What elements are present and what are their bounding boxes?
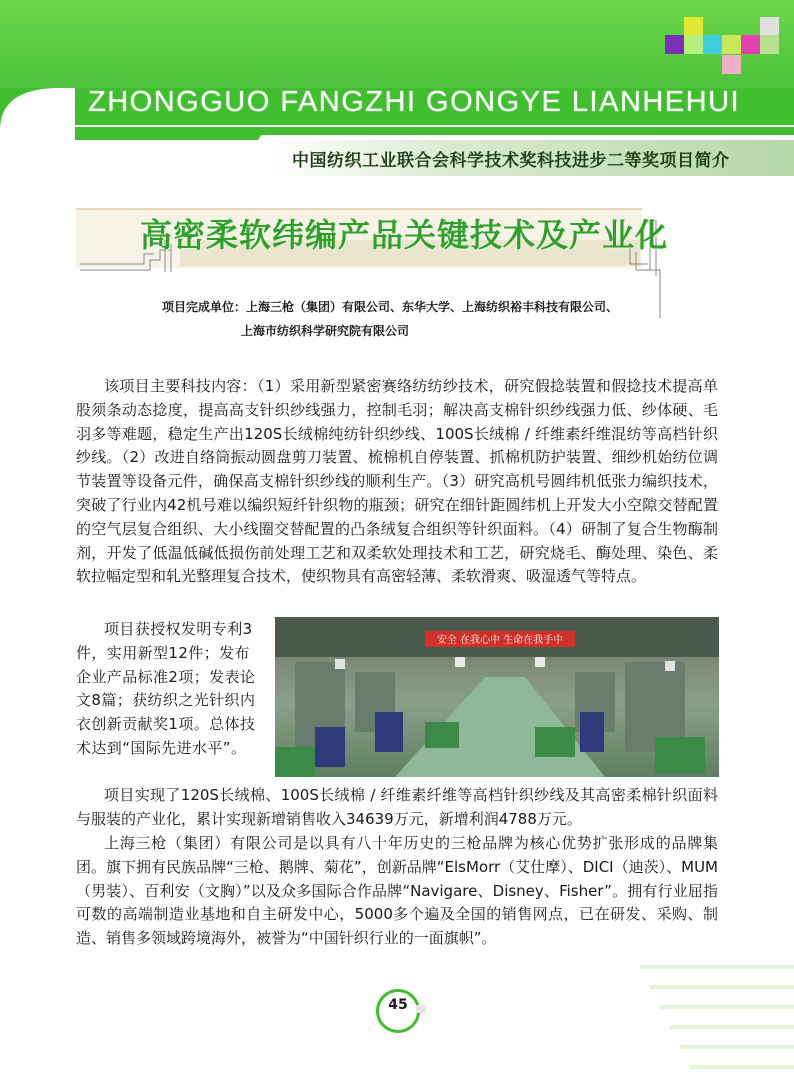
deco-stripe — [660, 1005, 794, 1009]
deco-square — [722, 35, 741, 54]
deco-rect — [416, 1005, 426, 1013]
deco-stripe — [640, 965, 794, 969]
units-line-2: 上海市纺织科学研究院有限公司 — [241, 324, 410, 338]
deco-stripe — [670, 1025, 794, 1029]
deco-square — [684, 17, 703, 36]
deco-square — [722, 55, 741, 74]
article-title: 高密柔软纬编产品关键技术及产业化 — [140, 216, 669, 254]
band-divider — [75, 125, 794, 127]
paragraph-company: 上海三枪（集团）有限公司是以具有八十年历史的三枪品牌为核心优势扩张形成的品牌集团。旗下拥有民族品牌“三枪、鹅牌、菊花”，创新品牌“ElsMorr（艾仕摩）、DICI（迪茨）、MUM（男装）、百利安（文胸）”以及众多国际合作品牌“Navigare、Disney、Fisher”。拥有行业屈指可数的高端制造业基地和自主研发中心，5000多个遍及全国的销售网点，已在研发、采购、制造、销售多领域跨境海外，被誉为“中国针织行业的一面旗帜”。 — [76, 834, 718, 948]
factory-photo-illustration — [275, 617, 719, 777]
paragraph-industrialization: 项目实现了120S长绒棉、100S长绒棉 / 纤维素纤维等高档针织纱线及其高密柔棉针织面料与服装的产业化，累计实现新增销售收入34639万元，新增利润4788万元。 — [76, 786, 718, 828]
units-line-1: 项目完成单位：上海三枪（集团）有限公司、东华大学、上海纺织裕丰科技有限公司、 — [162, 300, 619, 314]
deco-square — [741, 35, 760, 54]
paragraph-main-content: 该项目主要科技内容：（1）采用新型紧密赛络纺纺纱技术，研究假捻装置和假捻技术提高单股须条动态捻度，提高高支针织纱线强力，控制毛羽；解决高支棉针织纱线强力低、纱体硬、毛羽多等难题，稳定生产出120S长绒棉纯纺针织纱线、100S长绒棉 / 纤维素纤维混纺等高档针织纱线。（2）改进自络筒振动圆盘剪刀装置、梳棉机自停装置、抓棉机防护装置、细纱机始纺位调节装置等设备元件，确保高支棉针织纱线的顺利生产。（3）研究高机号圆纬机低张力编织技术，突破了行业内42机号难以编织短纤针织物的瓶颈；研究在细针距圆纬机上开发大小空隙交替配置的空气层复合组织、大小线圈交替配置的凸条绒复合组织等针织面料。（4）研制了复合生物酶制剂，开发了低温低碱低损伤前处理工艺和双柔软处理技术和工艺，研究烧毛、酶处理、染色、柔软拉幅定型和轧光整理复合技术，使织物具有高密轻薄、柔软滑爽、吸湿透气等特点。 — [76, 377, 718, 586]
deco-stripe — [650, 985, 794, 989]
deco-stripe — [680, 1045, 794, 1049]
photo-banner: 安全 在我心中 生命在我手中 — [436, 635, 564, 646]
subtitle: 中国纺织工业联合会科学技术奖科技进步二等奖项目简介 — [292, 151, 730, 171]
factory-photo — [275, 617, 719, 777]
deco-square — [703, 35, 722, 54]
paragraph-achievements: 项目获授权发明专利3件，实用新型12件；发布企业产品标准2项；发表论文8篇；获纺织之光针织内衣创新贡献奖1项。总体技术达到“国际先进水平”。 — [76, 620, 256, 757]
deco-stripe — [690, 1065, 794, 1069]
deco-square — [760, 17, 779, 36]
deco-square — [684, 35, 703, 54]
deco-square — [760, 35, 779, 54]
deco-square — [665, 35, 684, 54]
band-title: ZHONGGUO FANGZHI GONGYE LIANHEHUI — [88, 86, 741, 118]
header-curve-shape — [0, 60, 794, 200]
page-number: 45 — [388, 997, 408, 1013]
